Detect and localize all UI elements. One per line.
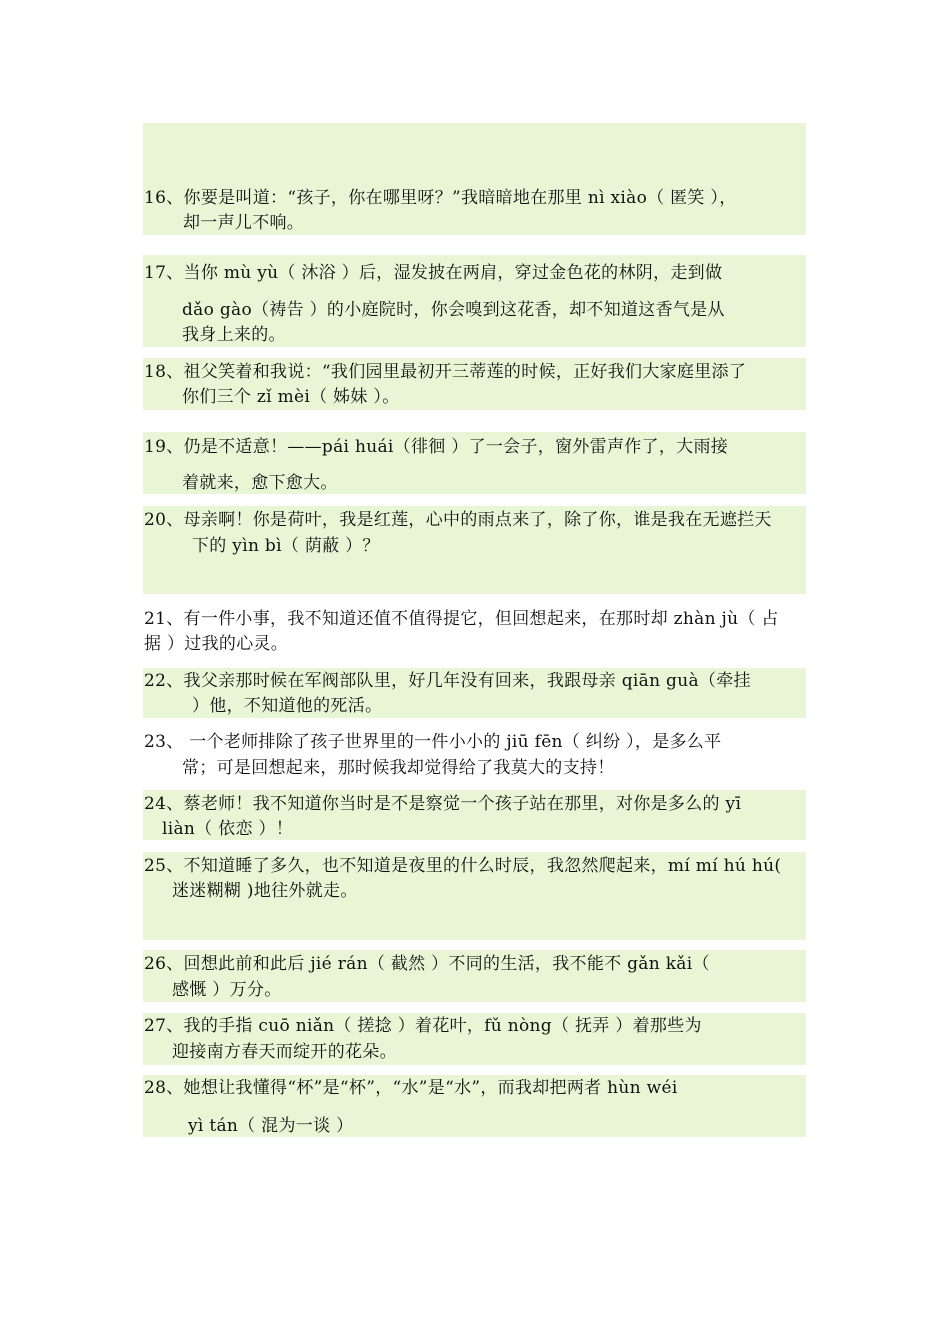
item-17-line-2: dǎo gào（祷告 ）的小庭院时，你会嗅到这花香，却不知道这香气是从 [182,300,725,320]
item-20-line-2: 下的 yìn bì（ 荫蔽 ）？ [192,536,380,556]
item-27-line-2: 迎接南方春天而绽开的花朵。 [172,1042,397,1062]
item-22-line-2: ）他，不知道他的死活。 [192,696,383,716]
item-21-line-1: 21、有一件小事，我不知道还值不值得提它，但回想起来，在那时却 zhàn jù（ 占 [144,609,779,629]
item-28-line-1: 28、她想让我懂得“杯”是“杯”，“水”是“水”，而我却把两者 hùn wéi [144,1078,678,1098]
item-18-line-2: 你们三个 zǐ mèi（ 姊妹 ）。 [182,387,400,407]
item-16-line-2: 却一声儿不响。 [183,213,305,233]
item-20-line-1: 20、母亲啊！你是荷叶，我是红莲，心中的雨点来了，除了你，谁是我在无遮拦天 [144,510,772,530]
item-28-line-2: yì tán（ 混为一谈 ） [188,1116,354,1136]
item-21-line-2: 据 ）过我的心灵。 [144,634,289,654]
item-24-line-1: 24、蔡老师！我不知道你当时是不是察觉一个孩子站在那里，对你是多么的 yī [144,794,742,814]
item-26-line-2: 感慨 ）万分。 [172,980,282,1000]
item-17-line-1: 17、当你 mù yù（ 沐浴 ）后，湿发披在两肩，穿过金色花的林阴，走到做 [144,263,723,283]
item-26-line-1: 26、回想此前和此后 jié rán（ 截然 ）不同的生活，我不能不 gǎn kǎi（ [144,954,710,974]
item-18-line-1: 18、祖父笑着和我说：“我们园里最初开三蒂莲的时候，正好我们大家庭里添了 [144,362,747,382]
item-19-line-1: 19、仍是不适意！——pái huái（徘徊 ）了一会子，窗外雷声作了，大雨接 [144,437,729,457]
item-19-line-2: 着就来，愈下愈大。 [182,473,338,493]
item-16-line-1: 16、你要是叫道：“孩子，你在哪里呀？”我暗暗地在那里 nì xiào（ 匿笑 ）， [144,188,737,208]
item-27-line-1: 27、我的手指 cuō niǎn（ 搓捻 ）着花叶，fǔ nòng（ 抚弄 ）着那些为 [144,1016,702,1036]
item-25-line-2: 迷迷糊糊 )地往外就走。 [172,881,358,901]
item-24-line-2: liàn（ 依恋 ）！ [162,819,294,839]
item-23-line-1: 23、 一个老师排除了孩子世界里的一件小小的 jiū fēn（ 纠纷 ），是多么平 [144,732,722,752]
item-17-line-3: 我身上来的。 [182,325,286,345]
item-23-line-2: 常；可是回想起来，那时候我却觉得给了我莫大的支持！ [182,758,615,778]
item-25-line-1: 25、不知道睡了多久，也不知道是夜里的什么时辰，我忽然爬起来，mí mí hú hú( [144,856,782,876]
item-22-line-1: 22、我父亲那时候在军阀部队里，好几年没有回来，我跟母亲 qiān guà（牵挂 [144,671,751,691]
